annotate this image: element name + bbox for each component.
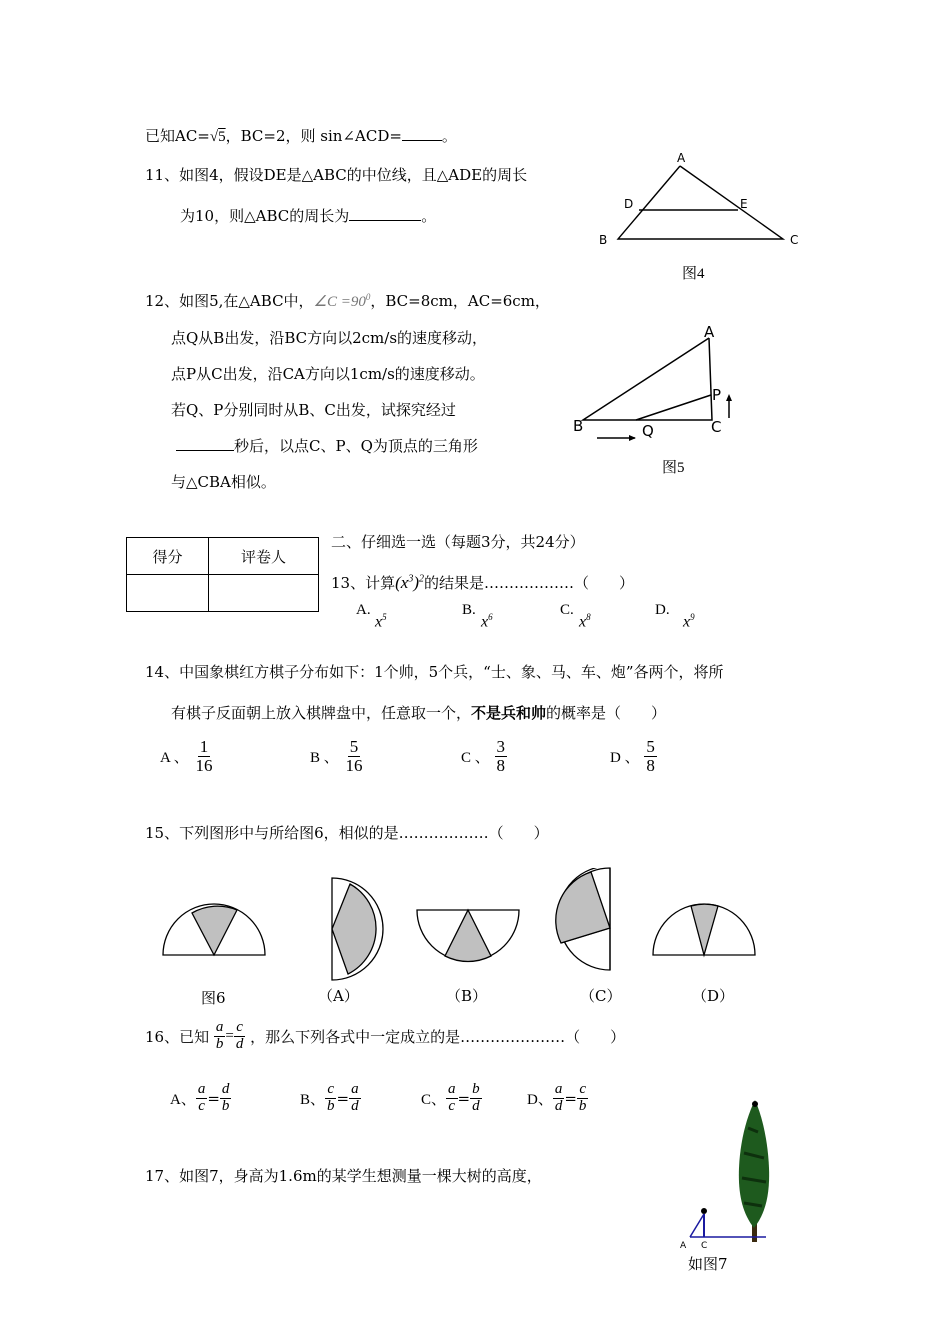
frac-num: 1 [199,737,209,756]
frac-num: c [327,1081,335,1097]
option-d-caption: （D） [692,987,735,1005]
q14-option-b-label: B 、 [310,749,339,766]
figure-6-caption: 图6 [201,989,226,1007]
frac-den: 16 [345,755,363,775]
frac-num: 5 [349,737,359,756]
q16-suffix: ，那么下列各式中一定成立的是…………………（ ） [250,1027,626,1046]
q13-expr [395,573,424,592]
frac-right [577,1082,589,1115]
frac-num: a [448,1081,456,1097]
label-p-5: P [712,386,722,404]
frac-right [349,1082,361,1115]
grader-cell[interactable] [209,575,319,612]
q13-prefix: 13、计算 [331,574,396,592]
q13-b-base: x [481,613,489,631]
q12-angle [314,294,371,310]
q12-line5 [176,435,478,456]
q13-line [331,572,634,593]
q14-line2-b: 的概率是（ ） [546,704,667,722]
q13-a-exp: 5 [382,612,387,622]
frac-den: d [472,1097,480,1114]
frac-den: c [198,1097,205,1114]
figure-4-caption: 图4 [682,266,705,282]
q12-line3: 点P从C出发，沿CA方向以1cm/s的速度移动。 [171,365,485,383]
equals-sign: = [225,1027,234,1044]
q12-line4: 若Q、P分别同时从B、C出发，试探究经过 [171,401,456,419]
answer-blank-q12[interactable] [176,450,234,451]
q13-close: ) [413,573,419,592]
q13-suffix: 的结果是………………（ ） [423,574,634,592]
q16-option-c[interactable] [421,1082,482,1115]
q16-option-c-label: C、 [421,1091,447,1108]
q14-option-d-frac [644,738,657,775]
q13-d-base: x [683,613,691,631]
frac-den: b [578,1097,587,1114]
q11-line2 [180,205,436,226]
arrow-p-head [726,394,732,401]
q14-option-b-frac [344,738,365,775]
q13-option-c[interactable] [560,600,574,619]
frac-num: 5 [646,737,655,756]
frac-num: a [197,1081,206,1097]
q13-option-a[interactable] [356,600,371,619]
frac-den: 8 [646,755,655,775]
figure-4 [590,148,815,248]
option-a-caption: （A） [318,987,359,1005]
q16-option-b-label: B、 [300,1091,326,1108]
sqrt-symbol: √5 [209,129,226,145]
equals-sign: = [564,1089,577,1108]
q14-option-c-label: C 、 [461,749,490,766]
figure-7 [676,1098,776,1250]
q16-option-d-label: D、 [527,1091,553,1108]
q13-option-b-label: B. [462,602,476,618]
figure-option-d[interactable] [653,904,755,955]
q14-option-d-label: D 、 [610,749,640,766]
option-c-caption: （C） [580,987,622,1005]
equals-sign: = [457,1089,471,1108]
frac-left [325,1082,337,1115]
figure-7-caption: 如图7 [688,1255,728,1273]
q16-line [145,1020,625,1053]
q14-option-b[interactable] [310,738,365,775]
option-b-caption: （B） [446,987,488,1005]
label-e: E [740,197,748,211]
q13-option-c-expr [579,612,591,631]
frac-den: b [215,1035,224,1052]
answer-blank-top[interactable] [402,140,442,141]
frac-den: d [554,1097,563,1114]
q12-line2: 点Q从B出发，沿BC方向以2cm/s的速度移动， [171,329,488,347]
q14-line2-bold: 不是兵和帅 [471,704,547,722]
q13-option-a-expr [375,612,387,631]
q13-d-exp: 9 [690,612,695,622]
q13-exp-out: 2 [418,573,424,585]
frac-num: d [221,1081,230,1097]
frac-den: c [448,1097,456,1114]
frac-num: 3 [496,737,506,756]
label-q-5: Q [642,422,654,440]
frac-left [196,1082,208,1115]
section2-title: 二、仔细选一选（每题3分，共24分） [331,533,585,551]
figure-5-caption: 图5 [662,460,685,476]
frac-den: b [327,1097,335,1114]
label-b-5: B [573,417,584,435]
score-header: 得分 [127,538,209,575]
segment-qp [636,395,711,420]
q14-option-c[interactable] [461,738,507,775]
q13-option-d-label: D. [655,602,670,618]
q12-angle-sup: 0 [365,292,371,302]
q12-line1 [145,290,550,311]
q14-option-c-frac [495,738,508,775]
frac-den: 8 [496,755,506,775]
label-c-7: C [701,1241,708,1250]
grader-header: 评卷人 [209,538,319,575]
q14-option-d[interactable] [610,738,657,775]
q16-given-right [234,1020,246,1053]
q13-option-b-expr [481,612,493,631]
q11-line2-text: 为10，则△ABC的周长为 [180,207,350,225]
q13-c-exp: 8 [586,612,591,622]
q12-line5-text: 秒后，以点C、P、Q为顶点的三角形 [234,437,478,455]
q17-line: 17、如图7，身高为1.6m的某学生想测量一棵大树的高度， [145,1167,542,1185]
label-b: B [599,233,608,247]
q13-base: (x [395,573,409,592]
q13-option-d[interactable] [655,600,670,619]
frac-num: a [215,1019,224,1035]
q14-line2 [171,702,666,723]
line-top-suffix: 。 [441,127,457,145]
q13-option-a-label: A. [356,602,371,618]
line-top-mid: ，BC=2，则 sin∠ACD= [225,127,402,145]
answer-blank-q11[interactable] [349,220,421,221]
frac-den: 16 [195,755,213,775]
q16-given-left [214,1020,226,1053]
frac-num: a [554,1081,563,1097]
q13-c-base: x [579,613,587,631]
score-table [126,537,319,612]
sqrt-arg: 5 [218,129,226,145]
q16-prefix: 16、已知 [145,1027,210,1046]
q12-line1-b: ，BC=8cm，AC=6cm， [370,292,550,310]
frac-left [446,1082,458,1115]
frac-num: a [351,1081,359,1097]
frac-den: b [221,1097,230,1114]
line-top [145,125,457,146]
label-a: A [677,151,686,165]
frac-den: d [351,1097,359,1114]
label-c: C [790,233,799,247]
frac-num: c [579,1081,586,1097]
label-c-5: C [711,418,722,436]
frac-den: d [235,1035,244,1052]
tree-icon [739,1100,769,1242]
q12-line1-a: 12、如图5,在△ABC中， [145,292,314,310]
figure-option-c-shape [555,866,615,976]
figure-5 [570,320,745,450]
label-d: D [624,197,634,211]
q14-option-a-frac [194,738,215,775]
frac-num: b [472,1081,480,1097]
q11-line2-end: 。 [421,207,437,225]
triangle-abc [618,166,783,239]
q13-a-base: x [375,613,383,631]
figure-6 [163,904,265,955]
q12-angle-text: ∠C =90 [313,294,366,310]
q14-option-a[interactable] [160,738,215,775]
q16-option-b[interactable] [300,1082,361,1115]
frac-right [470,1082,482,1115]
score-cell[interactable] [127,575,209,612]
q16-option-a-label: A、 [170,1091,196,1108]
q13-option-c-label: C. [560,602,574,618]
figure-option-b[interactable] [417,910,519,961]
frac-num: c [236,1019,243,1035]
label-a-7: A [680,1241,687,1250]
q11-line1: 11、如图4，假设DE是△ABC的中位线，且△ADE的周长 [145,166,528,184]
q15-line: 15、下列图形中与所给图6，相似的是………………（ ） [145,824,549,842]
frac-left [553,1082,565,1115]
q13-exp-in: 3 [408,573,414,585]
frac-right [220,1082,232,1115]
equals-sign: = [207,1089,220,1108]
q13-option-d-expr [683,612,695,631]
label-a-5: A [704,323,715,341]
q16-option-a[interactable] [170,1082,231,1115]
arrow-q-head [629,435,636,441]
line-top-prefix: 已知AC= [145,127,210,145]
q16-option-d[interactable] [527,1082,588,1115]
q14-line1: 14、中国象棋红方棋子分布如下：1个帅，5个兵，“士、象、马、车、炮”各两个，将所 [145,663,724,681]
q12-line6: 与△CBA相似。 [171,473,276,491]
q14-option-a-label: A 、 [160,749,189,766]
q13-b-exp: 6 [488,612,493,622]
figure-option-a[interactable] [332,878,383,980]
triangle-abc-5 [583,338,712,420]
q14-line2-a: 有棋子反面朝上放入棋牌盘中，任意取一个， [171,704,472,722]
q13-option-b[interactable] [462,600,476,619]
equals-sign: = [336,1089,350,1108]
